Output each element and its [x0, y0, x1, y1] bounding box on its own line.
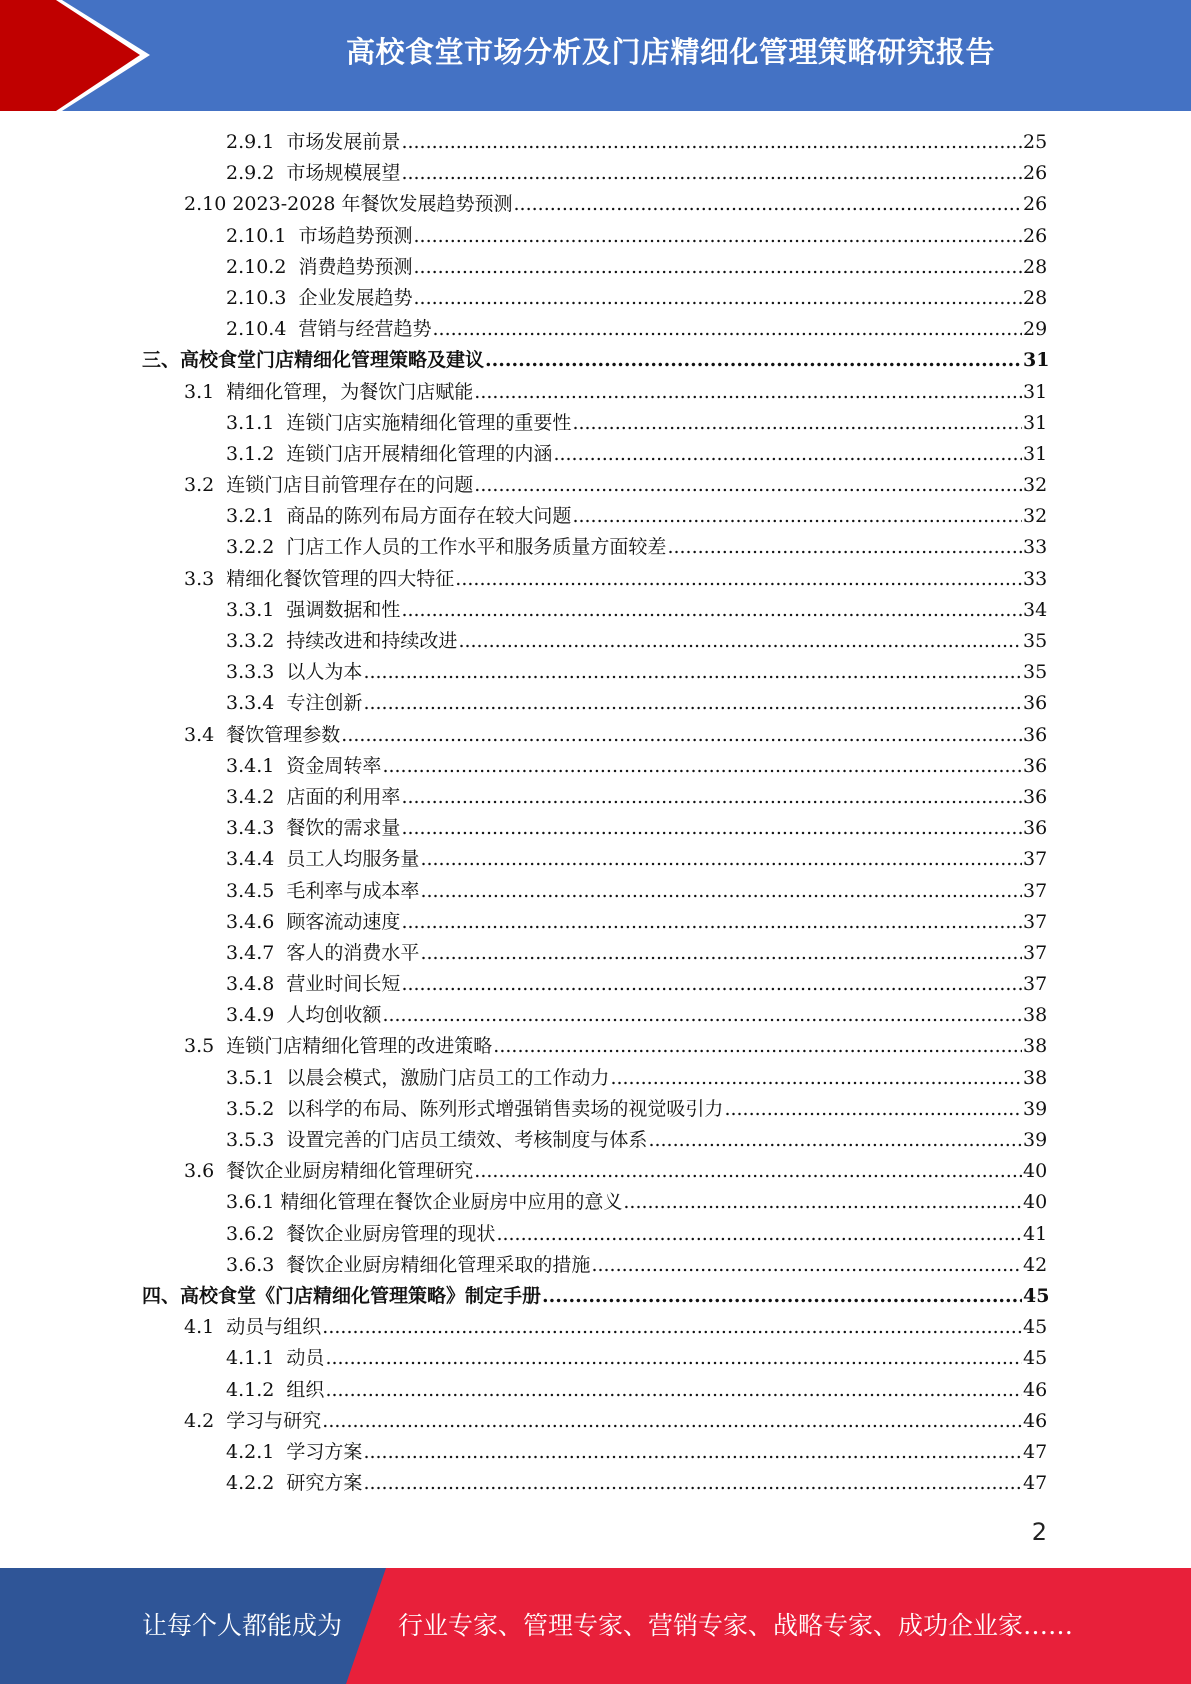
toc-entry[interactable]	[184, 1406, 1191, 1437]
toc-entry-page: 36	[1023, 692, 1048, 715]
toc-entry[interactable]	[184, 189, 1191, 220]
toc-dot-leader	[382, 1000, 1022, 1031]
red-chevron-decoration	[0, 0, 160, 111]
toc-dot-leader	[485, 345, 1022, 376]
toc-entry[interactable]	[226, 688, 1191, 719]
toc-dot-leader	[401, 907, 1022, 938]
toc-entry[interactable]	[226, 1468, 1191, 1499]
toc-entry-page: 40	[1023, 1160, 1048, 1183]
toc-entry-title: 3.2.2 门店工作人员的工作水平和服务质量方面较差	[226, 536, 667, 559]
toc-dot-leader	[648, 1125, 1022, 1156]
toc-entry-page: 29	[1023, 318, 1048, 341]
toc-entry-title: 3.4.6 顾客流动速度	[226, 910, 401, 933]
toc-entry-title: 3.4.9 人均创收额	[226, 1004, 382, 1027]
toc-entry-page: 31	[1023, 442, 1048, 465]
toc-entry[interactable]	[226, 1063, 1191, 1094]
toc-entry[interactable]	[226, 907, 1191, 938]
toc-dot-leader	[724, 1094, 1022, 1125]
toc-entry[interactable]	[226, 408, 1191, 439]
toc-entry-page: 33	[1023, 567, 1048, 590]
toc-entry-page: 31	[1023, 380, 1048, 403]
toc-entry-title: 3.6.2 餐饮企业厨房管理的现状	[226, 1222, 496, 1245]
toc-entry-page: 37	[1023, 879, 1048, 902]
toc-entry-title: 3.4.5 毛利率与成本率	[226, 879, 420, 902]
toc-entry-page: 36	[1023, 785, 1048, 808]
toc-entry-page: 45	[1023, 1284, 1050, 1307]
toc-entry-title: 3.5.2 以科学的布局、陈列形式增强销售卖场的视觉吸引力	[226, 1097, 724, 1120]
toc-entry[interactable]	[226, 1375, 1191, 1406]
toc-entry-title: 3.1.2 连锁门店开展精细化管理的内涵	[226, 442, 553, 465]
toc-entry-title: 2.10.2 消费趋势预测	[226, 255, 413, 278]
toc-entry-page: 41	[1023, 1222, 1048, 1245]
toc-entry-title: 3.4.8 营业时间长短	[226, 973, 401, 996]
toc-dot-leader	[363, 657, 1022, 688]
toc-dot-leader	[474, 377, 1022, 408]
toc-dot-leader	[420, 844, 1022, 875]
toc-entry-title: 3.3.2 持续改进和持续改进	[226, 630, 458, 652]
footer-slogan-right: 行业专家、管理专家、营销专家、战略专家、成功企业家……	[398, 1611, 1074, 1640]
toc-entry-title: 3.2.1 商品的陈列布局方面存在较大问题	[226, 505, 572, 528]
toc-dot-leader	[474, 1156, 1022, 1187]
toc-entry[interactable]	[184, 377, 1191, 408]
toc-entry-title: 3.5.1 以晨会模式，激励门店员工的工作动力	[226, 1066, 610, 1089]
toc-dot-leader	[414, 221, 1022, 252]
toc-entry-title: 3.6.1 精细化管理在餐饮企业厨房中应用的意义	[226, 1191, 623, 1214]
toc-entry-page: 28	[1023, 255, 1048, 278]
toc-dot-leader	[623, 1187, 1022, 1218]
toc-dot-leader	[474, 470, 1022, 501]
toc-entry[interactable]	[226, 657, 1191, 688]
toc-entry[interactable]	[226, 221, 1191, 252]
toc-entry-page: 37	[1023, 973, 1048, 996]
toc-entry[interactable]	[226, 1437, 1191, 1468]
toc-entry-title: 三、高校食堂门店精细化管理策略及建议	[142, 349, 485, 372]
toc-entry-page: 26	[1023, 224, 1048, 247]
report-title: 高校食堂市场分析及门店精细化管理策略研究报告	[345, 34, 995, 69]
toc-entry-page: 35	[1023, 630, 1048, 652]
toc-dot-leader	[341, 720, 1022, 751]
toc-dot-leader	[572, 501, 1022, 532]
toc-entry-page: 36	[1023, 754, 1048, 777]
page-number: 2	[1031, 1518, 1047, 1546]
toc-entry[interactable]	[226, 1219, 1191, 1250]
toc-entry-page: 45	[1023, 1316, 1048, 1339]
toc-entry-page: 47	[1023, 1440, 1048, 1463]
toc-entry-title: 4.2 学习与研究	[184, 1409, 322, 1432]
toc-entry[interactable]	[184, 720, 1191, 751]
toc-entry-page: 42	[1023, 1253, 1048, 1276]
toc-entry-title: 3.3.1 强调数据和性	[226, 598, 401, 621]
toc-entry[interactable]	[226, 439, 1191, 470]
toc-entry-title: 3.2 连锁门店目前管理存在的问题	[184, 474, 474, 497]
toc-dot-leader	[401, 782, 1022, 813]
toc-dot-leader	[414, 252, 1022, 283]
toc-entry-title: 3.4.7 客人的消费水平	[226, 941, 420, 964]
toc-entry[interactable]	[226, 595, 1191, 626]
toc-entry-page: 25	[1023, 131, 1048, 153]
toc-entry-title: 4.1 动员与组织	[184, 1316, 322, 1339]
toc-entry-page: 36	[1023, 723, 1048, 746]
toc-entry-title: 3.4.3 餐饮的需求量	[226, 817, 401, 840]
toc-dot-leader	[667, 532, 1022, 563]
toc-dot-leader	[363, 1468, 1022, 1499]
toc-entry[interactable]	[142, 1281, 1191, 1312]
page-header	[0, 0, 1191, 111]
toc-entry-page: 32	[1023, 505, 1048, 528]
toc-entry-title: 四、高校食堂《门店精细化管理策略》制定手册	[142, 1284, 542, 1307]
toc-dot-leader	[401, 595, 1022, 626]
toc-dot-leader	[542, 1281, 1022, 1312]
toc-entry[interactable]	[226, 626, 1191, 657]
toc-entry-page: 32	[1023, 474, 1048, 497]
toc-dot-leader	[382, 751, 1022, 782]
footer-slogan-left: 让每个人都能成为	[142, 1611, 343, 1640]
toc-entry[interactable]	[226, 1250, 1191, 1281]
page-footer	[0, 1568, 1191, 1684]
toc-entry-page: 36	[1023, 817, 1048, 840]
toc-entry[interactable]	[226, 813, 1191, 844]
toc-entry[interactable]	[226, 283, 1191, 314]
toc-dot-leader	[455, 564, 1022, 595]
toc-entry-title: 4.1.2 组织	[226, 1378, 325, 1401]
toc-entry[interactable]	[226, 1094, 1191, 1125]
toc-dot-leader	[414, 283, 1022, 314]
toc-entry-page: 37	[1023, 910, 1048, 933]
toc-entry-title: 4.2.1 学习方案	[226, 1440, 363, 1463]
toc-entry-title: 3.6.3 餐饮企业厨房精细化管理采取的措施	[226, 1253, 591, 1276]
toc-entry-page: 38	[1023, 1035, 1048, 1058]
toc-entry-page: 28	[1023, 286, 1048, 309]
toc-dot-leader	[433, 314, 1022, 345]
toc-entry[interactable]	[226, 876, 1191, 907]
toc-dot-leader	[401, 813, 1022, 844]
toc-entry[interactable]	[226, 938, 1191, 969]
toc-entry-title: 3.4 餐饮管理参数	[184, 723, 341, 746]
toc-dot-leader	[322, 1312, 1022, 1343]
toc-entry-title: 2.10.1 市场趋势预测	[226, 224, 413, 247]
toc-entry-page: 40	[1023, 1191, 1048, 1214]
toc-entry-page: 31	[1023, 411, 1048, 434]
toc-entry-page: 39	[1023, 1097, 1048, 1120]
toc-entry-title: 3.1.1 连锁门店实施精细化管理的重要性	[226, 411, 572, 434]
toc-dot-leader	[420, 938, 1022, 969]
toc-entry[interactable]	[226, 1187, 1191, 1218]
toc-entry-page: 38	[1023, 1066, 1048, 1089]
toc-entry[interactable]	[226, 969, 1191, 1000]
toc-entry-title: 3.3 精细化餐饮管理的四大特征	[184, 567, 455, 590]
toc-entry-title: 4.1.1 动员	[226, 1347, 325, 1370]
toc-entry[interactable]	[226, 1000, 1191, 1031]
toc-entry[interactable]	[184, 1156, 1191, 1187]
toc-dot-leader	[610, 1063, 1022, 1094]
toc-entry[interactable]	[226, 158, 1191, 189]
toc-entry-page: 26	[1023, 162, 1048, 185]
toc-dot-leader	[363, 1437, 1022, 1468]
toc-dot-leader	[572, 408, 1022, 439]
toc-dot-leader	[553, 439, 1022, 470]
toc-entry[interactable]	[226, 501, 1191, 532]
toc-entry[interactable]	[226, 782, 1191, 813]
toc-entry-title: 2.10 2023-2028 年餐饮发展趋势预测	[184, 193, 513, 216]
toc-dot-leader	[325, 1343, 1022, 1374]
toc-entry[interactable]	[184, 564, 1191, 595]
toc-dot-leader	[458, 626, 1022, 657]
toc-entry-title: 3.3.3 以人为本	[226, 661, 363, 684]
toc-entry-page: 47	[1023, 1472, 1048, 1495]
table-of-contents	[0, 127, 1191, 1499]
toc-entry[interactable]	[184, 1031, 1191, 1062]
toc-entry-page: 45	[1023, 1347, 1048, 1370]
toc-entry[interactable]	[226, 252, 1191, 283]
toc-entry-title: 4.2.2 研究方案	[226, 1472, 363, 1495]
toc-entry-title: 3.4.2 店面的利用率	[226, 785, 401, 808]
toc-entry-page: 37	[1023, 941, 1048, 964]
toc-entry-page: 26	[1023, 193, 1048, 216]
toc-dot-leader	[325, 1375, 1022, 1406]
toc-dot-leader	[322, 1406, 1022, 1437]
toc-entry-title: 2.10.4 营销与经营趋势	[226, 318, 432, 341]
toc-entry[interactable]	[184, 470, 1191, 501]
toc-entry-title: 3.4.1 资金周转率	[226, 754, 382, 777]
toc-entry-page: 46	[1023, 1378, 1048, 1401]
toc-entry-page: 46	[1023, 1409, 1048, 1432]
toc-entry-title: 2.10.3 企业发展趋势	[226, 286, 413, 309]
toc-entry[interactable]	[142, 345, 1191, 376]
toc-entry-title: 3.5 连锁门店精细化管理的改进策略	[184, 1035, 493, 1058]
toc-entry[interactable]	[226, 314, 1191, 345]
toc-dot-leader	[493, 1031, 1022, 1062]
toc-dot-leader	[496, 1219, 1022, 1250]
toc-entry-title: 3.4.4 员工人均服务量	[226, 848, 420, 871]
toc-entry[interactable]	[226, 1125, 1191, 1156]
toc-dot-leader	[401, 969, 1022, 1000]
toc-entry-page: 35	[1023, 661, 1048, 684]
toc-entry-title: 2.9.1 市场发展前景	[226, 131, 401, 153]
toc-dot-leader	[401, 158, 1022, 189]
toc-entry-title: 3.5.3 设置完善的门店员工绩效、考核制度与体系	[226, 1129, 648, 1151]
toc-entry-page: 33	[1023, 536, 1048, 559]
toc-dot-leader	[591, 1250, 1022, 1281]
toc-entry[interactable]	[226, 532, 1191, 563]
toc-entry[interactable]	[226, 751, 1191, 782]
toc-entry-page: 34	[1023, 598, 1048, 621]
toc-entry-title: 2.9.2 市场规模展望	[226, 162, 401, 185]
toc-entry-page: 37	[1023, 848, 1048, 871]
toc-entry-page: 38	[1023, 1004, 1048, 1027]
toc-entry[interactable]	[184, 1312, 1191, 1343]
toc-entry-title: 3.1 精细化管理，为餐饮门店赋能	[184, 380, 474, 403]
toc-dot-leader	[363, 688, 1022, 719]
toc-entry-page: 31	[1023, 349, 1050, 372]
toc-entry-title: 3.3.4 专注创新	[226, 692, 363, 715]
toc-dot-leader	[514, 189, 1022, 220]
toc-dot-leader	[420, 876, 1022, 907]
toc-entry[interactable]	[226, 844, 1191, 875]
toc-entry-page: 39	[1023, 1129, 1048, 1151]
toc-dot-leader	[401, 127, 1022, 158]
toc-entry-title: 3.6 餐饮企业厨房精细化管理研究	[184, 1160, 474, 1183]
toc-entry[interactable]	[226, 127, 1191, 158]
toc-entry[interactable]	[226, 1343, 1191, 1374]
